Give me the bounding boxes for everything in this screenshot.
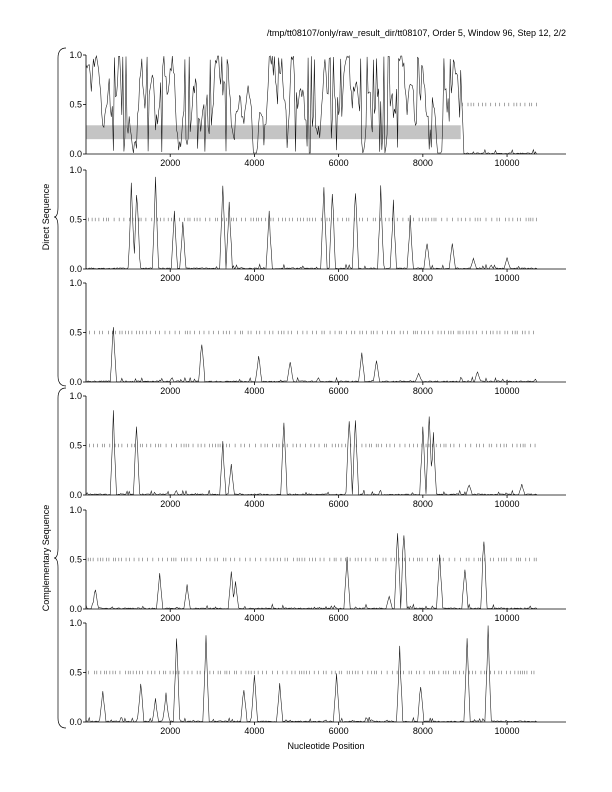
y-tick-label: 0.5: [69, 667, 82, 678]
panel-5: [69, 505, 566, 623]
marker-row: [88, 558, 536, 561]
x-tick-label: 6000: [328, 726, 349, 736]
x-tick-label: 6000: [328, 499, 349, 509]
x-tick-label: 6000: [328, 158, 349, 168]
x-tick-label: 2000: [160, 499, 181, 509]
series-line: [86, 327, 537, 382]
brace-direct: [54, 48, 66, 386]
y-tick-label: 0.5: [69, 440, 82, 451]
x-tick-label: 8000: [412, 726, 433, 736]
panel-4: [69, 391, 566, 509]
marker-row: [462, 103, 536, 106]
x-tick-label: 6000: [328, 613, 349, 623]
y-tick-label: 0.5: [69, 327, 82, 338]
y-tick-label: 1.0: [69, 278, 82, 288]
x-tick-label: 10000: [494, 726, 520, 736]
y-tick-label: 0.0: [69, 490, 82, 500]
x-tick-label: 10000: [494, 386, 520, 396]
x-tick-label: 10000: [494, 273, 520, 283]
x-tick-label: 6000: [328, 273, 349, 283]
y-tick-label: 0.5: [69, 99, 82, 110]
x-tick-label: 10000: [494, 158, 520, 168]
figure-title: /tmp/tt08107/only/raw_result_dir/tt08107, Order 5, Window 96, Step 12, 2/2: [266, 28, 566, 38]
x-tick-label: 4000: [244, 499, 265, 509]
x-tick-label: 4000: [244, 158, 265, 168]
y-tick-label: 0.0: [69, 717, 82, 727]
x-tick-label: 6000: [328, 386, 349, 396]
marker-row: [90, 444, 535, 447]
y-tick-label: 0.0: [69, 377, 82, 387]
marker-row: [90, 331, 534, 334]
x-tick-label: 8000: [412, 273, 433, 283]
group-label-complementary: Complementary Sequence: [41, 504, 51, 612]
x-tick-label: 2000: [160, 726, 181, 736]
y-tick-label: 0.5: [69, 554, 82, 565]
y-tick-label: 1.0: [69, 391, 82, 401]
series-line: [86, 410, 537, 495]
marker-row: [88, 671, 533, 674]
panel-6: [69, 618, 566, 736]
x-tick-label: 4000: [244, 613, 265, 623]
x-tick-label: 4000: [244, 386, 265, 396]
y-tick-label: 0.0: [69, 264, 82, 274]
y-tick-label: 0.0: [69, 604, 82, 614]
x-tick-label: 10000: [494, 613, 520, 623]
x-tick-label: 2000: [160, 613, 181, 623]
x-tick-label: 10000: [494, 499, 520, 509]
panel-2: [69, 165, 566, 283]
marker-row: [89, 218, 537, 221]
series-line: [86, 56, 537, 154]
panel-1: [69, 50, 566, 168]
series-line: [86, 177, 537, 269]
y-tick-label: 1.0: [69, 165, 82, 175]
panel-3: [69, 278, 566, 396]
x-tick-label: 8000: [412, 499, 433, 509]
x-tick-label: 2000: [160, 158, 181, 168]
y-tick-label: 0.0: [69, 149, 82, 159]
gray-band: [86, 125, 461, 139]
series-line: [86, 533, 537, 609]
y-tick-label: 1.0: [69, 618, 82, 628]
y-tick-label: 0.5: [69, 214, 82, 225]
x-axis-title: Nucleotide Position: [287, 741, 365, 751]
x-tick-label: 8000: [412, 386, 433, 396]
brace-complementary: [54, 388, 66, 728]
y-tick-label: 1.0: [69, 505, 82, 515]
x-tick-label: 2000: [160, 386, 181, 396]
x-tick-label: 4000: [244, 273, 265, 283]
y-tick-label: 1.0: [69, 50, 82, 60]
group-label-direct: Direct Sequence: [41, 183, 51, 251]
x-tick-label: 4000: [244, 726, 265, 736]
x-tick-label: 2000: [160, 273, 181, 283]
panels: [69, 50, 566, 736]
x-tick-label: 8000: [412, 158, 433, 168]
x-tick-label: 8000: [412, 613, 433, 623]
